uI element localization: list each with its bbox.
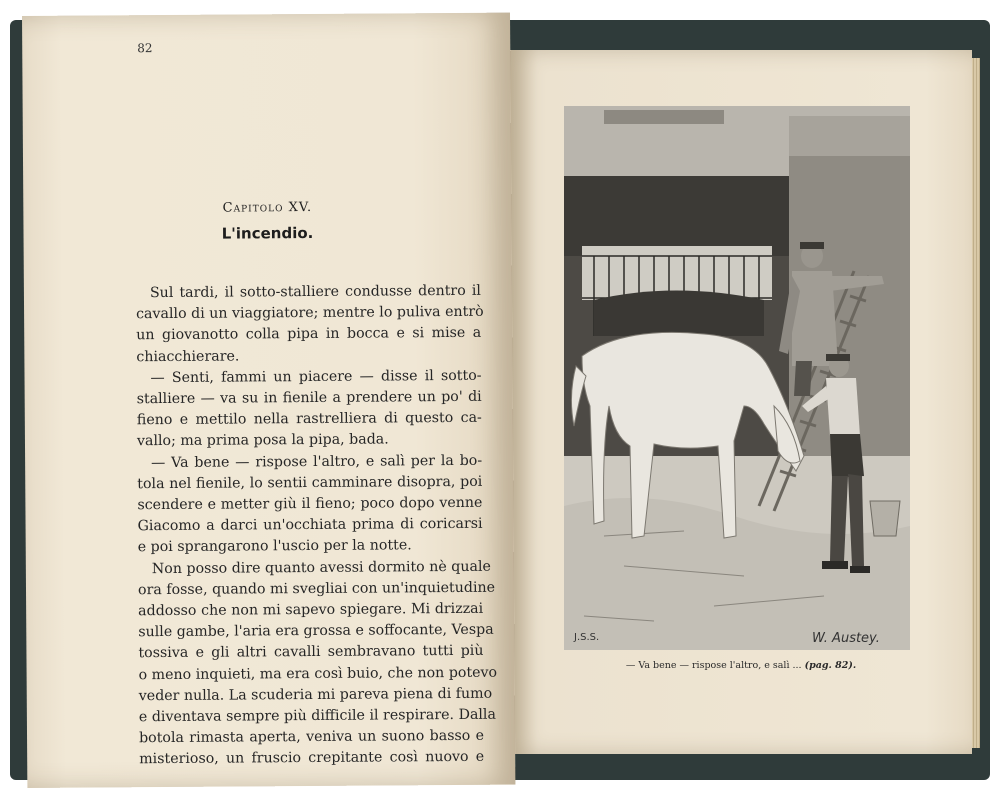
- illustration-signature-left: J.S.S.: [574, 632, 600, 643]
- text-line: Giacomo a darci un'occhiata prima di coricarsi: [137, 516, 483, 535]
- chapter-title: L'incendio.: [221, 223, 314, 243]
- text-line: stalliere — va su in fienile a prendere un po' di: [136, 388, 482, 408]
- text-line: vallo; ma prima posa la pipa, bada.: [136, 431, 389, 450]
- text-line: o meno inquieti, ma era così buio, che non potevo: [138, 664, 498, 683]
- text-line: cavallo di un viaggiatore; mentre lo puliva entrò: [136, 303, 484, 323]
- text-line: scendere e metter giù il fieno; poco dopo venne: [137, 494, 483, 514]
- text-line: — Va bene — rispose l'altro, e salì per la bo-: [151, 452, 483, 471]
- text-line: e poi sprangarono l'uscio per la notte.: [137, 537, 412, 556]
- left-page: [22, 13, 515, 788]
- text-line: — Senti, fammi un piacere — disse il sotto-: [150, 367, 482, 386]
- text-line: chiacchierare.: [136, 348, 240, 365]
- illustration-horse-stable: [564, 106, 910, 650]
- text-line: Non posso dire quanto avessi dormito nè quale: [151, 558, 491, 577]
- text-line: e diventava sempre più difficile il respirare. Dalla: [138, 706, 496, 726]
- text-line: addosso che non mi sapevo spiegare. Mi drizzai: [138, 600, 484, 620]
- text-line: misterioso, un fruscio crepitante così nuovo e: [139, 749, 485, 768]
- chapter-heading: Capitolo XV.: [222, 199, 313, 216]
- text-line: fieno e mettilo nella rastrelliera di questo ca-: [136, 410, 482, 429]
- text-line: botola rimasta aperta, veniva un suono basso e: [138, 728, 485, 747]
- body-text: [136, 281, 498, 771]
- text-line: ora fosse, quando mi svegliai con un'inquietudine: [137, 579, 496, 599]
- engraving: [564, 106, 910, 650]
- text-line: veder nulla. La scuderia mi pareva piena di fumo: [138, 685, 493, 705]
- text-line: tossiva e gli altri cavalli sembravano tutti più: [138, 643, 484, 662]
- page-number: 82: [137, 41, 153, 56]
- caption-text: — Va bene — rispose l'altro, e salì ...: [625, 660, 802, 671]
- illustration-caption: [510, 660, 972, 671]
- text-line: un giovanotto colla pipa in bocca e si mise a: [136, 325, 482, 344]
- text-line: tola nel fienile, lo sentii camminare disopra, poi: [137, 473, 483, 493]
- text-line: Sul tardi, il sotto-stalliere condusse dentro il: [149, 282, 481, 302]
- illustration-signature-right: W. Austey.: [812, 631, 880, 646]
- text-line: sulle gambe, l'aria era grossa e soffocante, Vespa: [138, 621, 494, 641]
- caption-page-ref: (pag. 82).: [804, 660, 857, 671]
